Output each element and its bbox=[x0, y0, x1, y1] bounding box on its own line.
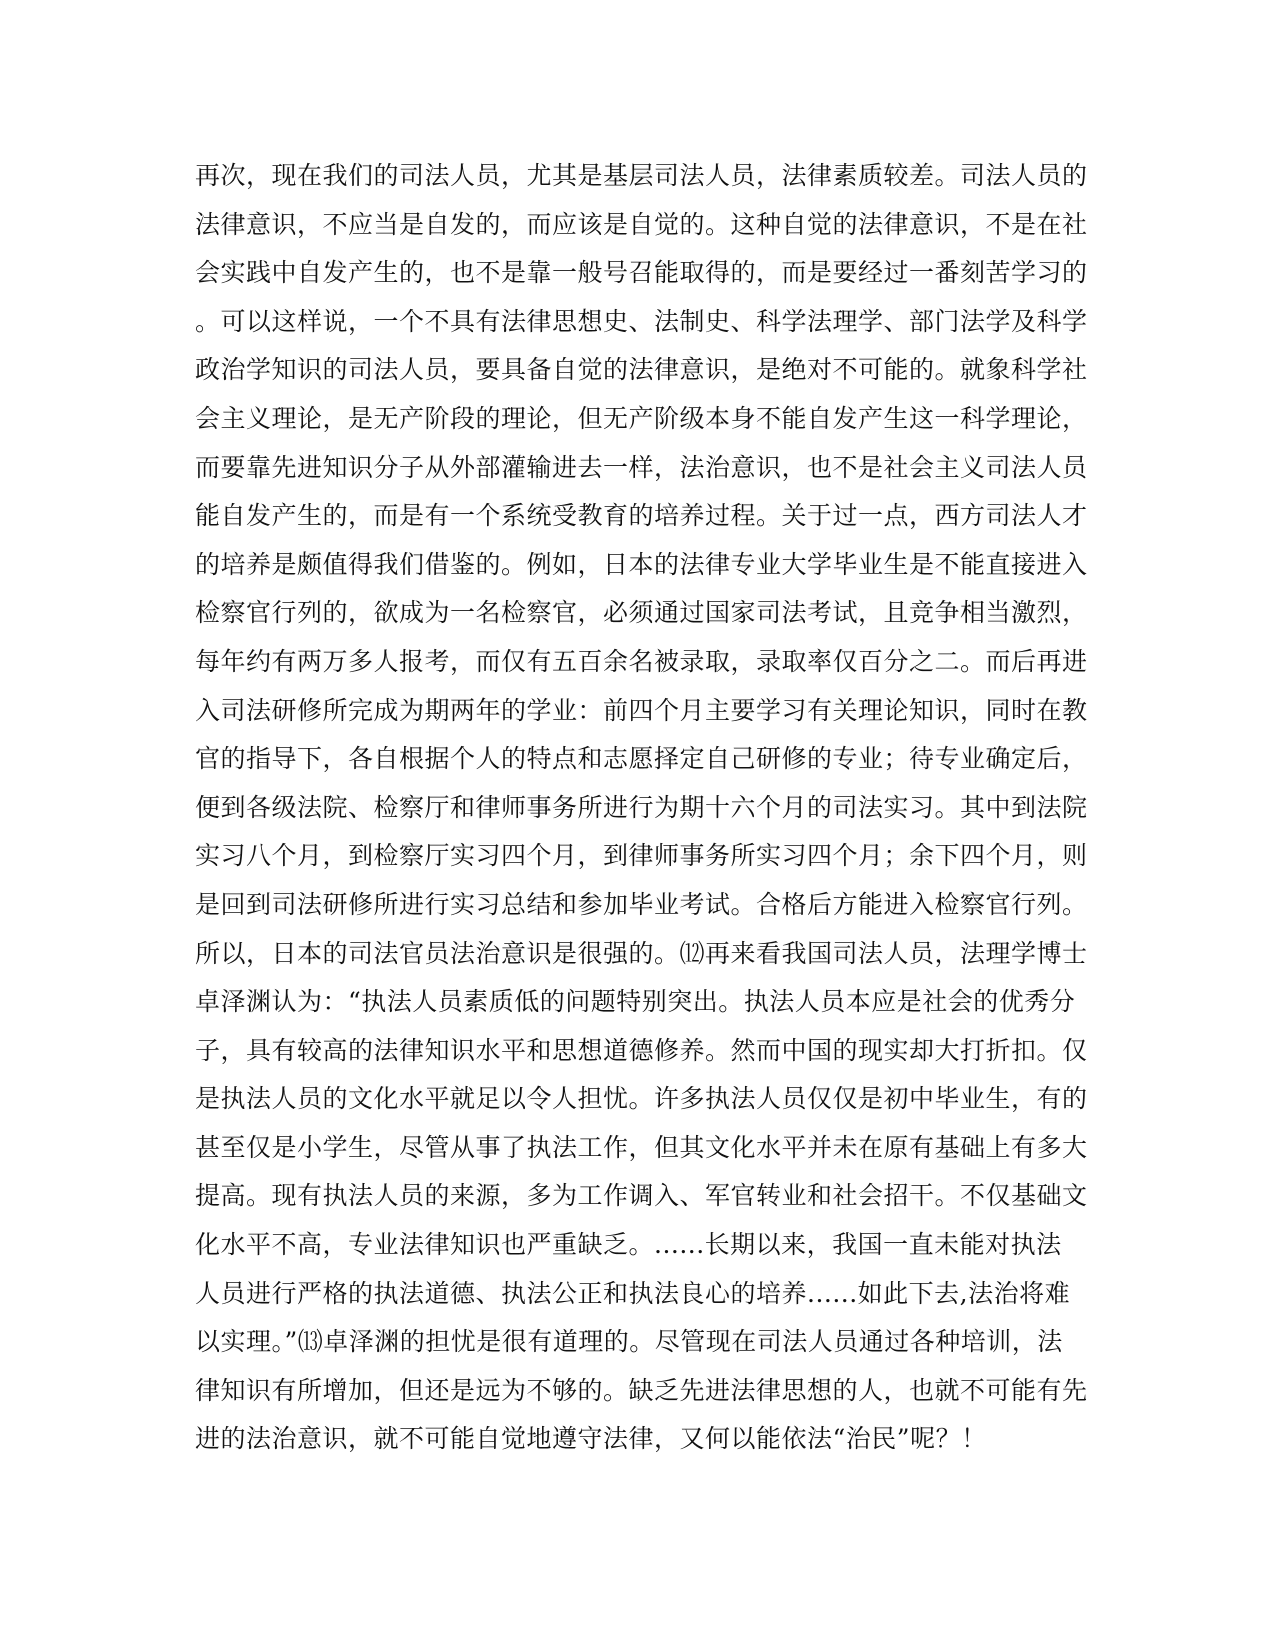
text-line: 会主义理论，是无产阶段的理论，但无产阶级本身不能自发产生这一科学理论， bbox=[195, 403, 1088, 433]
text-line: 而要靠先进知识分子从外部灌输进去一样，法治意识，也不是社会主义司法人员 bbox=[195, 452, 1088, 482]
text-line: 律知识有所增加，但还是远为不够的。缺乏先进法律思想的人，也就不可能有先 bbox=[195, 1375, 1088, 1405]
text-line: 便到各级法院、检察厅和律师事务所进行为期十六个月的司法实习。其中到法院 bbox=[195, 792, 1088, 822]
text-line: 政治学知识的司法人员，要具备自觉的法律意识，是绝对不可能的。就象科学社 bbox=[195, 355, 1088, 385]
text-line: 会实践中自发产生的，也不是靠一般号召能取得的，而是要经过一番刻苦学习的 bbox=[195, 258, 1088, 288]
text-line: 子，具有较高的法律知识水平和思想道德修养。然而中国的现实却大打折扣。仅 bbox=[195, 1035, 1088, 1065]
text-line: 再次，现在我们的司法人员，尤其是基层司法人员，法律素质较差。司法人员的 bbox=[195, 161, 1088, 190]
text-line: 是回到司法研修所进行实习总结和参加毕业考试。合格后方能进入检察官行列。 bbox=[195, 889, 1088, 919]
text-line: 是执法人员的文化水平就足以令人担忧。许多执法人员仅仅是初中毕业生，有的 bbox=[195, 1084, 1088, 1114]
text-line: 化水平不高，专业法律知识也严重缺乏。......长期以来，我国一直未能对执法 bbox=[195, 1230, 1062, 1260]
text-line: 人员进行严格的执法道德、执法公正和执法良心的培养......如此下去,法治将难 bbox=[195, 1278, 1071, 1308]
text-line: 甚至仅是小学生，尽管从事了执法工作，但其文化水平并未在原有基础上有多大 bbox=[195, 1132, 1088, 1162]
body-paragraph bbox=[195, 152, 1095, 1464]
text-line: 提高。现有执法人员的来源，多为工作调入、军官转业和社会招干。不仅基础文 bbox=[195, 1181, 1088, 1211]
text-line: 卓泽渊认为：“执法人员素质低的问题特别突出。执法人员本应是社会的优秀分 bbox=[195, 987, 1076, 1017]
text-line: 官的指导下，各自根据个人的特点和志愿择定自己研修的专业；待专业确定后， bbox=[195, 744, 1088, 774]
text-line: 检察官行列的，欲成为一名检察官，必须通过国家司法考试，且竞争相当激烈， bbox=[195, 598, 1088, 628]
text-line: 以实理。”⒀卓泽渊的担忧是很有道理的。尽管现在司法人员通过各种培训，法 bbox=[195, 1327, 1063, 1357]
text-line: 法律意识，不应当是自发的，而应该是自觉的。这种自觉的法律意识，不是在社 bbox=[195, 209, 1088, 239]
text-line: 每年约有两万多人报考，而仅有五百余名被录取，录取率仅百分之二。而后再进 bbox=[195, 646, 1088, 676]
text-line: 的培养是颇值得我们借鉴的。例如，日本的法律专业大学毕业生是不能直接进入 bbox=[195, 549, 1088, 579]
text-line: 入司法研修所完成为期两年的学业：前四个月主要学习有关理论知识，同时在教 bbox=[195, 695, 1088, 725]
text-line: 。可以这样说，一个不具有法律思想史、法制史、科学法理学、部门法学及科学 bbox=[195, 306, 1088, 336]
text-line: 能自发产生的，而是有一个系统受教育的培养过程。关于过一点，西方司法人才 bbox=[195, 501, 1088, 531]
text-line: 进的法治意识，就不可能自觉地遵守法律，又何以能依法“治民”呢？！ bbox=[195, 1424, 987, 1454]
text-line: 所以，日本的司法官员法治意识是很强的。⑿再来看我国司法人员，法理学博士 bbox=[195, 938, 1088, 968]
text-line: 实习八个月，到检察厅实习四个月，到律师事务所实习四个月；余下四个月，则 bbox=[195, 841, 1088, 871]
